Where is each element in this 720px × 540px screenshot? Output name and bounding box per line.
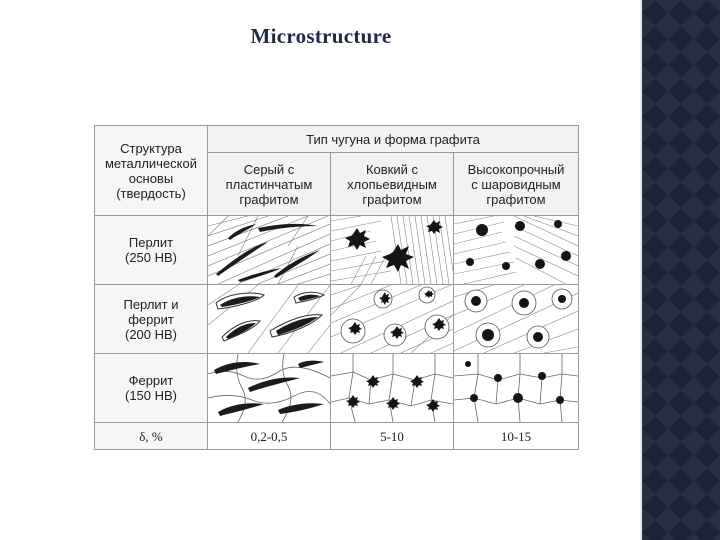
elongation-malleable: 5-10 xyxy=(331,423,454,450)
micrograph-malleable-ferrite xyxy=(331,354,454,423)
row-label-pearlite-ferrite: Перлит и феррит (200 НВ) xyxy=(95,285,208,354)
microstructure-table xyxy=(94,125,579,450)
micrograph-ductile-pearlite-ferrite xyxy=(454,285,579,354)
micrograph-malleable-pearlite xyxy=(331,216,454,285)
column-header-ductile: Высокопрочный с шаровидным графитом xyxy=(454,153,579,216)
row-label-pearlite: Перлит (250 НВ) xyxy=(95,216,208,285)
elongation-ductile: 10-15 xyxy=(454,423,579,450)
column-header-malleable: Ковкий с хлопьевидным графитом xyxy=(331,153,454,216)
elongation-gray: 0,2-0,5 xyxy=(208,423,331,450)
footer-label-elongation: δ, % xyxy=(95,423,208,450)
group-header: Тип чугуна и форма графита xyxy=(208,126,579,153)
slide-title: Microstructure xyxy=(250,24,392,48)
corner-header: Структура металлической основы (твердость) xyxy=(95,126,208,216)
column-header-gray: Серый с пластинчатым графитом xyxy=(208,153,331,216)
micrograph-ductile-ferrite xyxy=(454,354,579,423)
decorative-side-band xyxy=(642,0,720,540)
micrograph-gray-ferrite xyxy=(208,354,331,423)
micrograph-gray-pearlite xyxy=(208,216,331,285)
micrograph-ductile-pearlite xyxy=(454,216,579,285)
row-label-ferrite: Феррит (150 НВ) xyxy=(95,354,208,423)
micrograph-malleable-pearlite-ferrite xyxy=(331,285,454,354)
micrograph-gray-pearlite-ferrite xyxy=(208,285,331,354)
